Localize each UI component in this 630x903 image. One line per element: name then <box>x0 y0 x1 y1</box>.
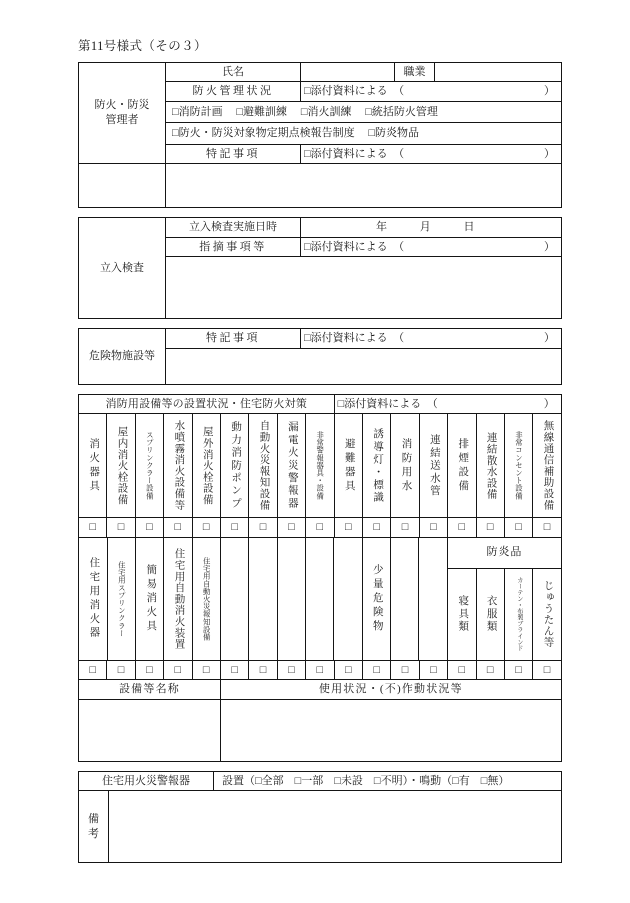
table-row <box>79 680 562 700</box>
option-fireproof-goods[interactable]: □防炎物品 <box>368 127 420 140</box>
findings-notes-area[interactable] <box>166 257 562 319</box>
hazardous-special-notes-label: 特記事項 <box>166 329 301 349</box>
col-label: 避難器具 <box>343 437 355 494</box>
smoke-alarm-options[interactable]: 設置（□全部 □一部 □未設 □不明）・鳴動（□有 □無） <box>214 771 562 791</box>
table-row <box>79 164 562 208</box>
equipment-header-label: 消防用設備等の設置状況・住宅防火対策 <box>79 394 335 414</box>
equipment-checkbox[interactable]: □ <box>79 518 107 538</box>
col-label: カーテン・布製ブラインド <box>515 576 523 652</box>
col-label: 少量危険物 <box>371 563 383 634</box>
fire-management-status-label: 防火管理状況 <box>166 82 301 102</box>
equipment-col-sprinkler <box>135 414 163 518</box>
equipment-name-input[interactable] <box>79 699 221 761</box>
residential-checkbox[interactable]: □ <box>504 660 532 680</box>
equipment-col-sprinkler-connection <box>476 414 504 518</box>
table-row <box>79 329 562 349</box>
col-label: 屋内消火栓設備 <box>116 426 128 506</box>
col-label: 連結散水設備 <box>485 431 497 500</box>
option-firefighting-drill[interactable]: □消火訓練 <box>300 105 352 118</box>
col-label: 住宅用自動火災報知設備 <box>202 556 212 641</box>
remarks-input[interactable] <box>109 791 562 863</box>
residential-checkbox[interactable]: □ <box>277 660 305 680</box>
residential-col-empty-10 <box>334 538 362 660</box>
equipment-checkbox[interactable]: □ <box>476 518 504 538</box>
residential-checkbox[interactable]: □ <box>192 660 220 680</box>
residential-col-sprinkler <box>107 538 135 660</box>
col-label: スプリンクラー設備 <box>145 431 155 500</box>
residential-checkbox[interactable]: □ <box>220 660 248 680</box>
residential-checkbox[interactable]: □ <box>476 660 504 680</box>
col-label: 動力消防ポンプ <box>230 421 242 511</box>
col-label: 漏電火災警報器 <box>286 421 298 511</box>
col-label: 水噴霧消火設備等 <box>173 420 185 511</box>
special-notes-label: 特記事項 <box>166 144 301 164</box>
hazardous-notes-area[interactable] <box>166 348 562 384</box>
paren-close: ） <box>544 240 555 253</box>
paren-close: ） <box>543 397 555 410</box>
table-row <box>79 394 562 414</box>
equipment-col-water-spray <box>164 414 192 518</box>
attachment-checkbox-text: □添付資料による （ <box>304 332 405 345</box>
special-notes-attachment[interactable] <box>301 144 562 164</box>
fireproof-col-bedding <box>448 568 476 660</box>
month-label: 月 <box>419 221 431 234</box>
equipment-col-power-pump <box>220 414 248 518</box>
onsite-inspection-block <box>78 217 562 319</box>
equipment-col-radio-aid <box>533 414 561 518</box>
equipment-checkbox[interactable]: □ <box>277 518 305 538</box>
equipment-checkbox[interactable]: □ <box>164 518 192 538</box>
residential-col-empty-12 <box>390 538 418 660</box>
remarks-label-line2: 考 <box>88 827 99 840</box>
equipment-col-emergency-outlet <box>504 414 532 518</box>
residential-checkbox[interactable]: □ <box>533 660 561 680</box>
year-label: 年 <box>376 221 387 234</box>
residential-checkbox[interactable]: □ <box>249 660 277 680</box>
col-label: 非常警報器具・設備 <box>315 431 325 500</box>
residential-col-empty-9 <box>306 538 334 660</box>
day-label: 日 <box>463 221 475 234</box>
name-input[interactable] <box>301 62 395 82</box>
remarks-label-line1: 備 <box>88 813 99 826</box>
residential-col-extinguisher <box>79 538 107 660</box>
equipment-col-fire-extinguisher <box>79 414 107 518</box>
equipment-checkbox[interactable]: □ <box>192 518 220 538</box>
attachment-checkbox-text: □添付資料による （ <box>304 240 405 253</box>
inspection-date-input[interactable] <box>301 218 562 238</box>
page-title: 第11号様式（その３） <box>78 39 207 53</box>
col-label: 屋外消火栓設備 <box>201 426 213 506</box>
equipment-checkbox[interactable]: □ <box>533 518 561 538</box>
option-fire-plan[interactable]: □消防計画 <box>172 105 223 118</box>
residential-col-auto-alarm <box>192 538 220 660</box>
fire-management-options-row1 <box>166 101 562 123</box>
inspection-datetime-label: 立入検査実施日時 <box>166 218 301 238</box>
equipment-checkbox[interactable]: □ <box>448 518 476 538</box>
equipment-col-emergency-alarm <box>306 414 334 518</box>
col-label: 住宅用スプリンクラー <box>117 560 127 637</box>
equipment-col-leak-alarm <box>277 414 305 518</box>
residential-checkbox[interactable]: □ <box>391 660 419 680</box>
residential-col-empty-6 <box>221 538 249 660</box>
fireproof-col-carpet <box>533 568 561 660</box>
table-row <box>79 218 562 238</box>
equipment-name-header: 設備等名称 <box>79 680 221 700</box>
option-evacuation-drill[interactable]: □避難訓練 <box>236 105 288 118</box>
table-row <box>79 518 562 538</box>
equipment-checkbox[interactable]: □ <box>249 518 277 538</box>
paren-close: ） <box>544 85 555 98</box>
residential-checkbox[interactable]: □ <box>164 660 192 680</box>
fire-management-status-attachment[interactable] <box>301 82 562 102</box>
option-integrated-fire-management[interactable]: □統括防火管理 <box>365 105 438 118</box>
residential-col-simple-extinguisher <box>136 538 164 660</box>
occupation-input[interactable] <box>435 62 562 82</box>
col-label: 消火器具 <box>88 437 100 494</box>
equipment-checkbox[interactable]: □ <box>504 518 532 538</box>
col-label: 衣服類 <box>485 595 497 634</box>
hazardous-attachment[interactable] <box>301 329 562 349</box>
residential-checkbox[interactable]: □ <box>79 660 107 680</box>
residential-checkbox[interactable]: □ <box>135 660 163 680</box>
col-label: 誘導灯・標識 <box>372 427 384 504</box>
col-label: 住宅用消火器 <box>88 556 100 641</box>
residential-col-auto-extinguish <box>164 538 192 660</box>
fireproof-col-curtain-blind <box>504 568 532 660</box>
equipment-col-indoor-hydrant <box>107 414 135 518</box>
equipment-checkbox[interactable]: □ <box>107 518 135 538</box>
hazardous-facilities-label: 危険物施設等 <box>79 329 166 385</box>
table-row <box>79 62 562 82</box>
findings-label: 指摘事項等 <box>166 237 301 257</box>
findings-attachment[interactable] <box>301 237 562 257</box>
name-label: 氏名 <box>166 62 301 82</box>
residential-group-spacer <box>79 537 448 660</box>
onsite-inspection-label: 立入検査 <box>79 218 166 319</box>
attachment-checkbox-text: □添付資料による （ <box>337 397 438 410</box>
col-label: 寝具類 <box>457 595 469 634</box>
equipment-checkbox[interactable]: □ <box>306 518 334 538</box>
equipment-checkbox[interactable]: □ <box>391 518 419 538</box>
paren-close: ） <box>544 147 555 160</box>
equipment-block <box>78 394 562 762</box>
fire-management-options-row2 <box>166 123 562 145</box>
table-row <box>79 699 562 761</box>
residential-checkbox[interactable]: □ <box>419 660 447 680</box>
fire-manager-label-line2: 管理者 <box>105 113 139 126</box>
equipment-col-fire-water <box>391 414 419 518</box>
remarks-label <box>79 791 109 863</box>
fire-manager-notes-area[interactable] <box>166 164 562 208</box>
smoke-alarm-label: 住宅用火災警報器 <box>79 771 214 791</box>
col-label: 非常コンセント設備 <box>514 431 524 500</box>
table-row <box>79 791 562 863</box>
table-row <box>79 537 562 568</box>
residential-checkbox[interactable]: □ <box>107 660 135 680</box>
equipment-col-water-supply-pipe <box>419 414 447 518</box>
table-row <box>79 660 562 680</box>
col-label: 自動火災報知設備 <box>258 420 270 511</box>
residential-col-small-hazardous <box>362 538 390 660</box>
table-row <box>79 414 562 518</box>
equipment-checkbox[interactable]: □ <box>220 518 248 538</box>
smoke-alarm-remarks-block <box>78 771 562 864</box>
equipment-col-outdoor-hydrant <box>192 414 220 518</box>
equipment-col-auto-fire-alarm <box>249 414 277 518</box>
hazardous-facilities-block <box>78 328 562 385</box>
paren-close: ） <box>544 332 555 345</box>
residential-checkbox[interactable]: □ <box>448 660 476 680</box>
col-label: 住宅用自動消火装置 <box>173 547 185 650</box>
attachment-checkbox-text: □添付資料による （ <box>304 147 405 160</box>
fire-manager-label-line1: 防火・防災 <box>94 99 150 112</box>
equipment-col-evacuation-device <box>334 414 362 518</box>
col-label: 簡易消火具 <box>145 563 157 634</box>
fire-manager-block <box>78 62 562 209</box>
fireproof-group-header: 防炎品 <box>448 537 562 568</box>
residential-checkbox[interactable]: □ <box>362 660 390 680</box>
col-label: 消防用水 <box>400 437 412 494</box>
fire-manager-label <box>79 62 166 164</box>
equipment-col-smoke-exhaust <box>448 414 476 518</box>
equipment-col-guide-light <box>362 414 390 518</box>
occupation-label: 職業 <box>395 62 435 82</box>
fireproof-col-clothing <box>476 568 504 660</box>
residential-checkbox[interactable]: □ <box>334 660 362 680</box>
col-label: 排煙設備 <box>457 437 469 494</box>
equipment-status-input[interactable] <box>220 699 561 761</box>
attachment-checkbox-text: □添付資料による （ <box>304 85 405 98</box>
residential-col-empty-13 <box>419 538 447 660</box>
equipment-checkbox[interactable]: □ <box>419 518 447 538</box>
residential-col-empty-7 <box>249 538 277 660</box>
residential-checkbox[interactable]: □ <box>306 660 334 680</box>
col-label: 無線通信補助設備 <box>542 420 554 511</box>
equipment-checkbox[interactable]: □ <box>135 518 163 538</box>
col-label: じゅうたん等 <box>542 580 554 649</box>
residential-col-empty-8 <box>277 538 305 660</box>
equipment-checkbox[interactable]: □ <box>334 518 362 538</box>
option-periodic-inspection-report[interactable]: □防火・防災対象物定期点検報告制度 <box>172 127 355 140</box>
table-row <box>79 771 562 791</box>
col-label: 連結送水管 <box>428 433 440 498</box>
equipment-attachment[interactable] <box>334 394 561 414</box>
equipment-checkbox[interactable]: □ <box>362 518 390 538</box>
equipment-status-header: 使用状況・(不)作動状況等 <box>220 680 561 700</box>
